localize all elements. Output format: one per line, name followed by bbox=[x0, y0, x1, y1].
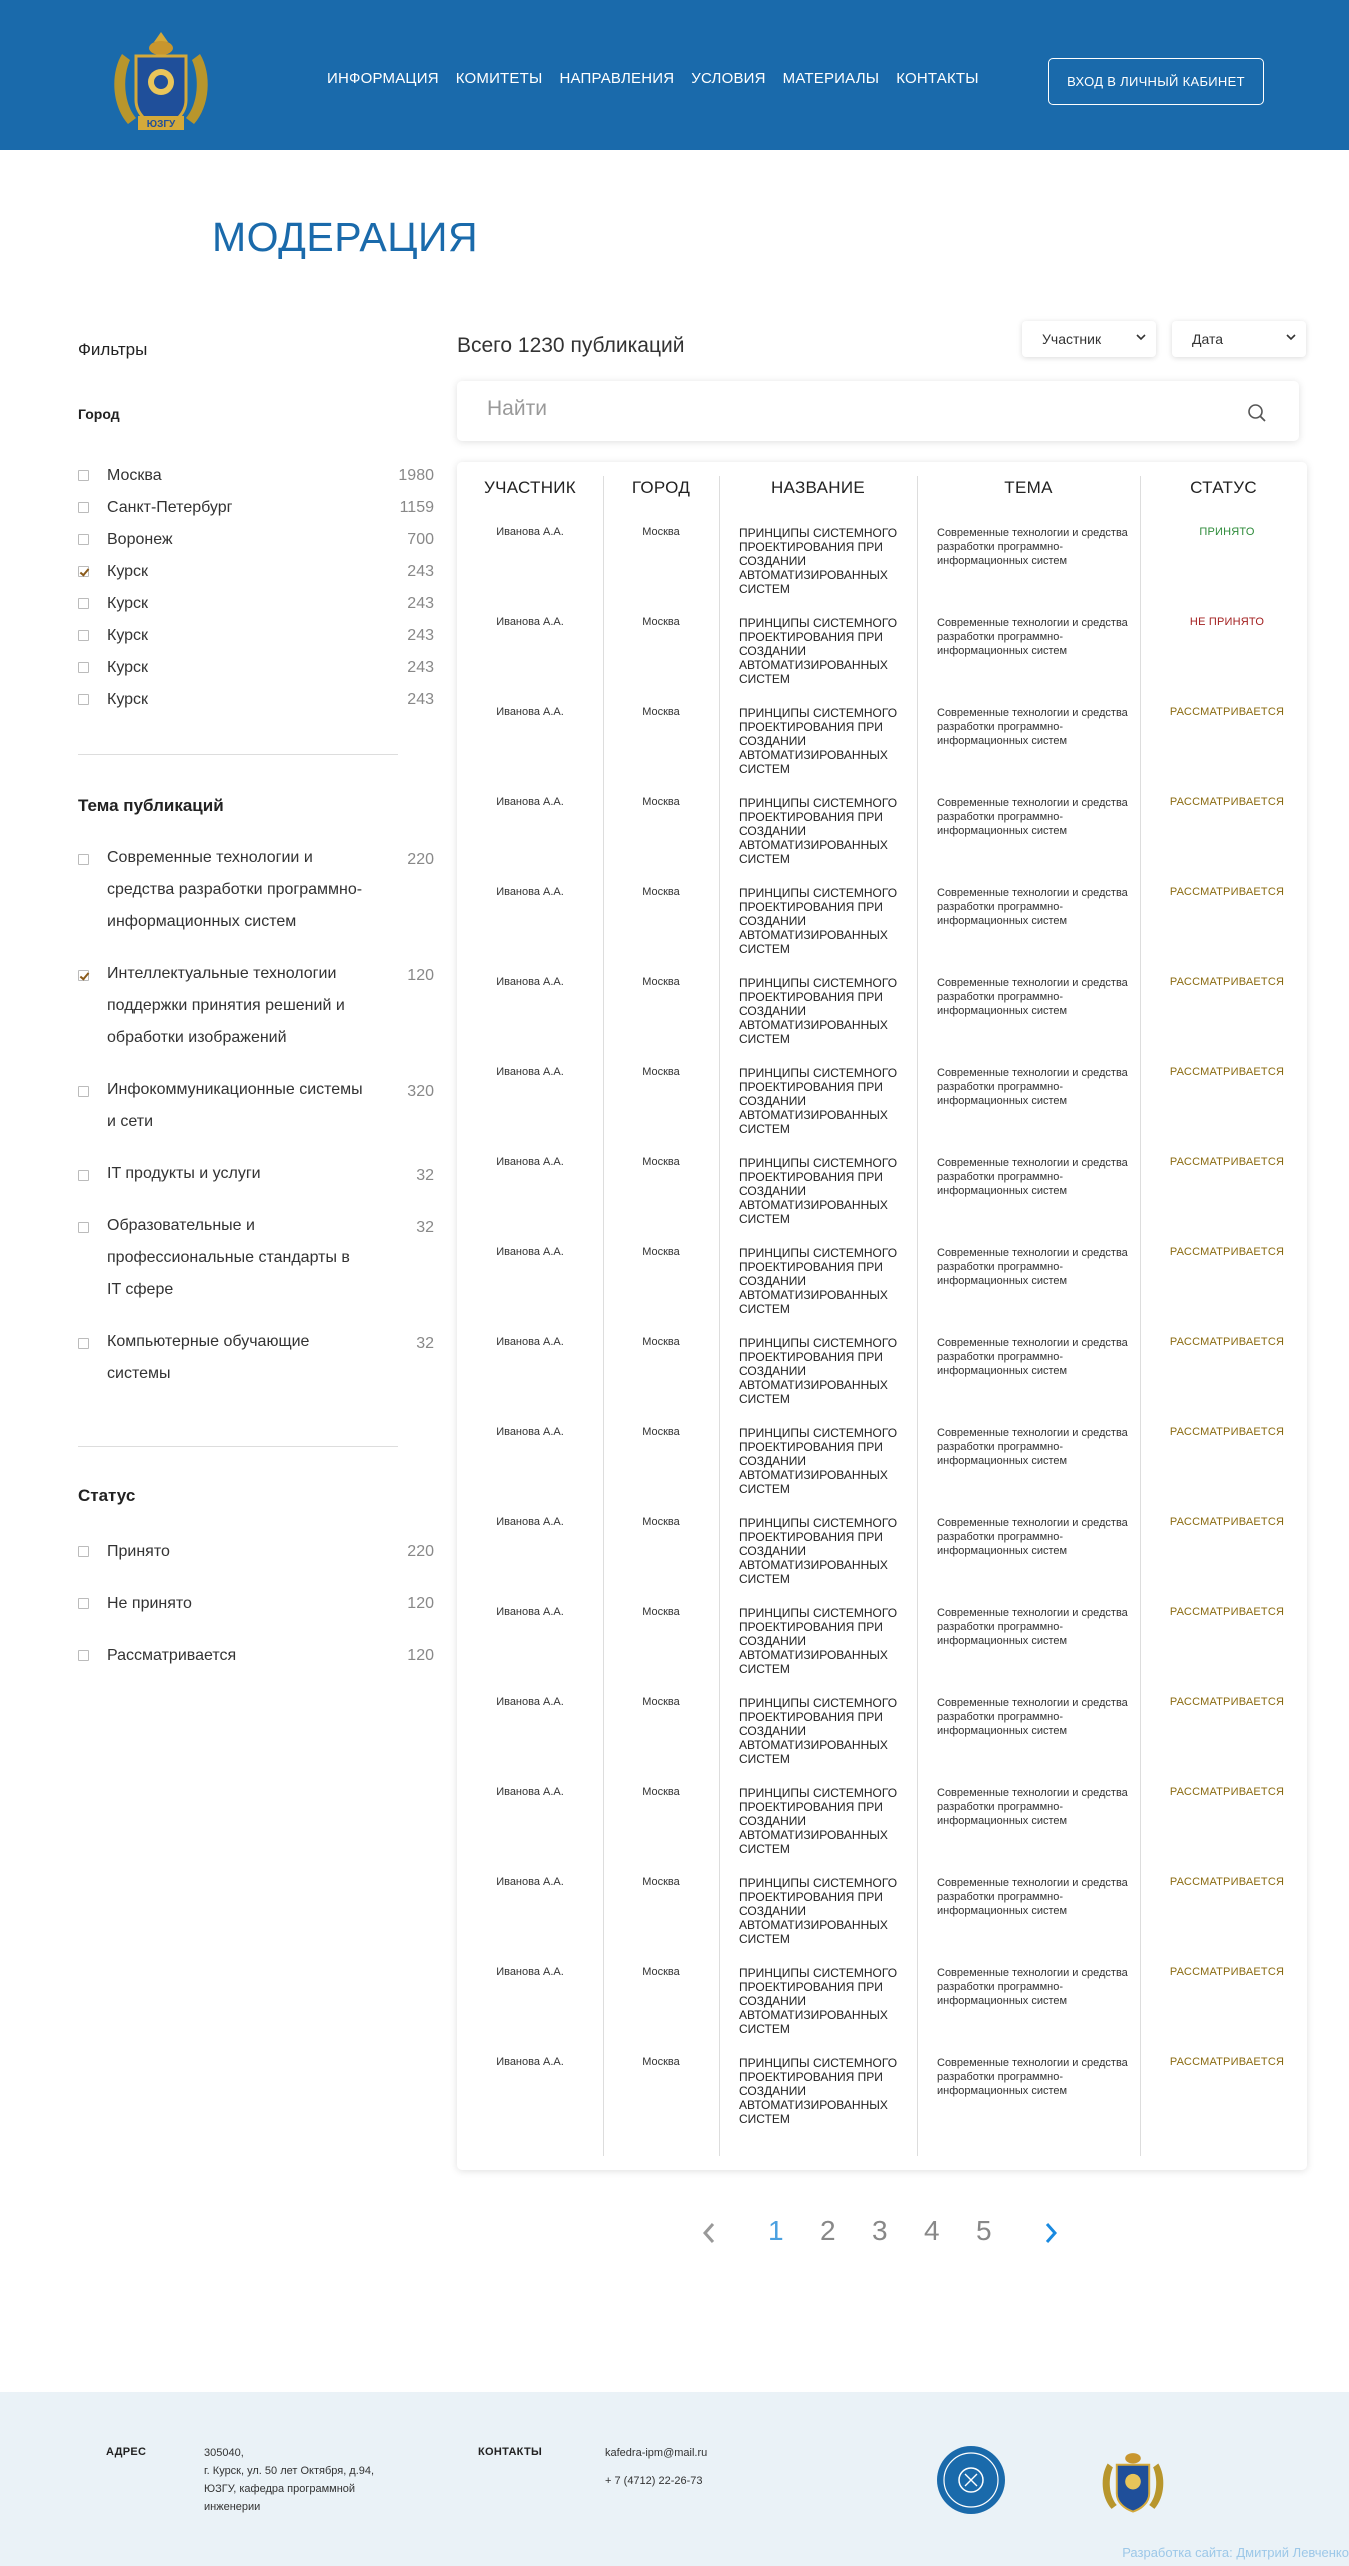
column-header-title[interactable]: НАЗВАНИЕ bbox=[770, 478, 866, 497]
cell-city: Москва bbox=[642, 2056, 680, 2068]
table-row[interactable] bbox=[457, 1322, 1307, 1412]
status-badge: РАССМАТРИВАЕТСЯ bbox=[1169, 1876, 1285, 1888]
cell-title: ПРИНЦИПЫ СИСТЕМНОГО ПРОЕКТИРОВАНИЯ ПРИ СОЗДАНИИ АВТОМАТИЗИРОВАННЫХ СИСТЕМ bbox=[739, 1786, 898, 1856]
cell-topic: Современные технологии и средства разработки программно-информационных систем bbox=[937, 1067, 1128, 1107]
cell-title: ПРИНЦИПЫ СИСТЕМНОГО ПРОЕКТИРОВАНИЯ ПРИ СОЗДАНИИ АВТОМАТИЗИРОВАННЫХ СИСТЕМ bbox=[739, 886, 898, 956]
cell-participant: Иванова А.А. bbox=[496, 796, 564, 808]
checkbox-checked[interactable] bbox=[78, 566, 89, 577]
cell-title: ПРИНЦИПЫ СИСТЕМНОГО ПРОЕКТИРОВАНИЯ ПРИ СОЗДАНИИ АВТОМАТИЗИРОВАННЫХ СИСТЕМ bbox=[739, 706, 898, 776]
cell-title: ПРИНЦИПЫ СИСТЕМНОГО ПРОЕКТИРОВАНИЯ ПРИ СОЗДАНИИ АВТОМАТИЗИРОВАННЫХ СИСТЕМ bbox=[739, 1246, 898, 1316]
checkbox[interactable] bbox=[78, 1222, 89, 1233]
site-header bbox=[0, 0, 1349, 150]
city-filter-option[interactable] bbox=[78, 594, 434, 614]
city-filter-heading: Город bbox=[78, 406, 120, 422]
table-row[interactable] bbox=[457, 692, 1307, 782]
status-badge: РАССМАТРИВАЕТСЯ bbox=[1169, 886, 1285, 898]
cell-city: Москва bbox=[642, 1426, 680, 1438]
topic-filter-option[interactable] bbox=[78, 850, 434, 938]
city-filter-option[interactable] bbox=[78, 658, 434, 678]
table-row[interactable] bbox=[457, 1952, 1307, 2042]
filter-option-count: 243 bbox=[407, 691, 434, 708]
status-badge: РАССМАТРИВАЕТСЯ bbox=[1169, 1786, 1285, 1798]
chevron-down-icon bbox=[1136, 332, 1146, 342]
cell-participant: Иванова А.А. bbox=[496, 616, 564, 628]
cell-participant: Иванова А.А. bbox=[496, 1606, 564, 1618]
filter-option-count: 120 bbox=[407, 1647, 434, 1664]
city-filter-option[interactable] bbox=[78, 626, 434, 646]
filter-option-count: 243 bbox=[407, 627, 434, 644]
status-badge: РАССМАТРИВАЕТСЯ bbox=[1169, 1066, 1285, 1078]
filter-option-count: 243 bbox=[407, 595, 434, 612]
nav-item-committees[interactable]: КОМИТЕТЫ bbox=[455, 70, 543, 87]
cell-topic: Современные технологии и средства разработки программно-информационных систем bbox=[937, 1697, 1128, 1737]
checkbox[interactable] bbox=[78, 854, 89, 865]
cell-participant: Иванова А.А. bbox=[496, 886, 564, 898]
page-2[interactable]: 2 bbox=[820, 2215, 836, 2246]
cell-city: Москва bbox=[642, 1156, 680, 1168]
site-footer bbox=[0, 2392, 1349, 2566]
cell-city: Москва bbox=[642, 526, 680, 538]
address-label: АДРЕС bbox=[106, 2446, 147, 2458]
city-filter-option[interactable] bbox=[78, 690, 434, 710]
table-row[interactable] bbox=[457, 1052, 1307, 1142]
sort-participant-value: Участник bbox=[1042, 331, 1102, 347]
status-badge: РАССМАТРИВАЕТСЯ bbox=[1169, 706, 1285, 718]
cell-title: ПРИНЦИПЫ СИСТЕМНОГО ПРОЕКТИРОВАНИЯ ПРИ СОЗДАНИИ АВТОМАТИЗИРОВАННЫХ СИСТЕМ bbox=[739, 1876, 898, 1946]
cell-participant: Иванова А.А. bbox=[496, 1696, 564, 1708]
table-row[interactable] bbox=[457, 1232, 1307, 1322]
cell-topic: Современные технологии и средства разработки программно-информационных систем bbox=[937, 1427, 1128, 1467]
column-header-city[interactable]: ГОРОД bbox=[631, 478, 691, 497]
filter-option-count: 220 bbox=[407, 851, 434, 868]
column-header-participant[interactable]: УЧАСТНИК bbox=[484, 478, 576, 497]
search-icon[interactable] bbox=[1247, 403, 1267, 423]
filter-option-label: Москва bbox=[107, 467, 162, 484]
table-row[interactable] bbox=[457, 1862, 1307, 1952]
column-header-status[interactable]: СТАТУС bbox=[1190, 478, 1257, 497]
topic-filter-heading: Тема публикаций bbox=[78, 796, 224, 815]
topic-filter-option[interactable] bbox=[78, 1334, 434, 1390]
cell-participant: Иванова А.А. bbox=[496, 976, 564, 988]
nav-item-materials[interactable]: МАТЕРИАЛЫ bbox=[782, 70, 880, 87]
cell-topic: Современные технологии и средства разработки программно-информационных систем bbox=[937, 617, 1128, 657]
status-filter-option[interactable] bbox=[78, 1542, 434, 1562]
cell-topic: Современные технологии и средства разработки программно-информационных систем bbox=[937, 1607, 1128, 1647]
cell-topic: Современные технологии и средства разработки программно-информационных систем bbox=[937, 707, 1128, 747]
cell-participant: Иванова А.А. bbox=[496, 1156, 564, 1168]
department-emblem-icon bbox=[935, 2444, 1007, 2516]
cell-city: Москва bbox=[642, 1066, 680, 1078]
checkbox[interactable] bbox=[78, 694, 89, 705]
university-crest-logo[interactable] bbox=[106, 24, 216, 138]
cell-title: ПРИНЦИПЫ СИСТЕМНОГО ПРОЕКТИРОВАНИЯ ПРИ СОЗДАНИИ АВТОМАТИЗИРОВАННЫХ СИСТЕМ bbox=[739, 1426, 898, 1496]
cell-participant: Иванова А.А. bbox=[496, 2056, 564, 2068]
cell-city: Москва bbox=[642, 796, 680, 808]
filter-option-label: Рассматривается bbox=[107, 1647, 237, 1664]
status-badge: РАССМАТРИВАЕТСЯ bbox=[1169, 2056, 1285, 2068]
table-row[interactable] bbox=[457, 962, 1307, 1052]
cell-participant: Иванова А.А. bbox=[496, 526, 564, 538]
cell-title: ПРИНЦИПЫ СИСТЕМНОГО ПРОЕКТИРОВАНИЯ ПРИ СОЗДАНИИ АВТОМАТИЗИРОВАННЫХ СИСТЕМ bbox=[739, 1336, 898, 1406]
chevron-down-icon bbox=[1286, 332, 1296, 342]
city-filter-option[interactable] bbox=[78, 466, 434, 486]
topic-filter-option[interactable] bbox=[78, 1166, 434, 1190]
main-nav bbox=[327, 70, 979, 87]
filter-option-label: Принято bbox=[107, 1543, 170, 1560]
cell-city: Москва bbox=[642, 1786, 680, 1798]
checkbox[interactable] bbox=[78, 598, 89, 609]
cell-participant: Иванова А.А. bbox=[496, 1066, 564, 1078]
cell-topic: Современные технологии и средства разработки программно-информационных систем bbox=[937, 1967, 1128, 2007]
cell-participant: Иванова А.А. bbox=[496, 1336, 564, 1348]
city-filter-option[interactable] bbox=[78, 562, 434, 582]
table-row[interactable] bbox=[457, 602, 1307, 692]
contacts-label: КОНТАКТЫ bbox=[478, 2446, 543, 2458]
page-title: МОДЕРАЦИЯ bbox=[212, 214, 479, 260]
table-row[interactable] bbox=[457, 1502, 1307, 1592]
status-badge: РАССМАТРИВАЕТСЯ bbox=[1169, 1516, 1285, 1528]
filter-option-count: 243 bbox=[407, 563, 434, 580]
address-line: инженерии bbox=[204, 2501, 261, 2513]
cell-participant: Иванова А.А. bbox=[496, 1966, 564, 1978]
table-row[interactable] bbox=[457, 782, 1307, 872]
filter-option-count: 120 bbox=[407, 1595, 434, 1612]
table-row[interactable] bbox=[457, 1142, 1307, 1232]
status-badge: РАССМАТРИВАЕТСЯ bbox=[1169, 976, 1285, 988]
cell-participant: Иванова А.А. bbox=[496, 1786, 564, 1798]
cell-title: ПРИНЦИПЫ СИСТЕМНОГО ПРОЕКТИРОВАНИЯ ПРИ СОЗДАНИИ АВТОМАТИЗИРОВАННЫХ СИСТЕМ bbox=[739, 1156, 898, 1226]
status-badge: РАССМАТРИВАЕТСЯ bbox=[1169, 1336, 1285, 1348]
topic-filter-option[interactable] bbox=[78, 966, 434, 1054]
topic-filter-option[interactable] bbox=[78, 1082, 434, 1138]
checkbox[interactable] bbox=[78, 470, 89, 481]
cell-city: Москва bbox=[642, 1876, 680, 1888]
status-filter-heading: Статус bbox=[78, 1486, 136, 1505]
cell-city: Москва bbox=[642, 1336, 680, 1348]
filter-option-count: 32 bbox=[416, 1219, 434, 1236]
status-filter-option[interactable] bbox=[78, 1594, 434, 1614]
checkbox[interactable] bbox=[78, 662, 89, 673]
column-header-topic[interactable]: ТЕМА bbox=[1004, 478, 1053, 497]
address-line: г. Курск, ул. 50 лет Октября, д.94, bbox=[204, 2465, 375, 2477]
filter-option-label: Воронеж bbox=[107, 531, 173, 548]
status-badge: РАССМАТРИВАЕТСЯ bbox=[1169, 1246, 1285, 1258]
cell-city: Москва bbox=[642, 1696, 680, 1708]
cell-title: ПРИНЦИПЫ СИСТЕМНОГО ПРОЕКТИРОВАНИЯ ПРИ СОЗДАНИИ АВТОМАТИЗИРОВАННЫХ СИСТЕМ bbox=[739, 526, 898, 596]
checkbox[interactable] bbox=[78, 1650, 89, 1661]
cell-city: Москва bbox=[642, 1246, 680, 1258]
cell-title: ПРИНЦИПЫ СИСТЕМНОГО ПРОЕКТИРОВАНИЯ ПРИ СОЗДАНИИ АВТОМАТИЗИРОВАННЫХ СИСТЕМ bbox=[739, 1516, 898, 1586]
status-filter-option[interactable] bbox=[78, 1646, 434, 1666]
table-row[interactable] bbox=[457, 1592, 1307, 1682]
chevron-left-icon[interactable] bbox=[700, 2221, 718, 2245]
search-input[interactable] bbox=[487, 397, 1207, 421]
checkbox[interactable] bbox=[78, 1338, 89, 1349]
filter-option-label: Курск bbox=[107, 627, 149, 644]
cell-city: Москва bbox=[642, 976, 680, 988]
city-filter-option[interactable] bbox=[78, 530, 434, 550]
cell-participant: Иванова А.А. bbox=[496, 1426, 564, 1438]
filter-option-label: Инфокоммуникационные системы и сети bbox=[107, 1081, 363, 1130]
contact-email[interactable]: kafedra-ipm@mail.ru bbox=[605, 2447, 708, 2459]
nav-item-directions[interactable]: НАПРАВЛЕНИЯ bbox=[559, 70, 675, 87]
filter-option-label: Курск bbox=[107, 595, 149, 612]
cell-city: Москва bbox=[642, 616, 680, 628]
filter-option-label: Курск bbox=[107, 563, 149, 580]
cell-title: ПРИНЦИПЫ СИСТЕМНОГО ПРОЕКТИРОВАНИЯ ПРИ СОЗДАНИИ АВТОМАТИЗИРОВАННЫХ СИСТЕМ bbox=[739, 976, 898, 1046]
cell-participant: Иванова А.А. bbox=[496, 1876, 564, 1888]
cell-topic: Современные технологии и средства разработки программно-информационных систем bbox=[937, 1247, 1128, 1287]
login-button[interactable]: ВХОД В ЛИЧНЫЙ КАБИНЕТ bbox=[1048, 58, 1264, 105]
cell-participant: Иванова А.А. bbox=[496, 1516, 564, 1528]
cell-title: ПРИНЦИПЫ СИСТЕМНОГО ПРОЕКТИРОВАНИЯ ПРИ СОЗДАНИИ АВТОМАТИЗИРОВАННЫХ СИСТЕМ bbox=[739, 1066, 898, 1136]
cell-topic: Современные технологии и средства разработки программно-информационных систем bbox=[937, 1337, 1128, 1377]
cell-city: Москва bbox=[642, 1606, 680, 1618]
filter-option-label: Не принято bbox=[107, 1595, 192, 1612]
filter-option-label: Курск bbox=[107, 659, 149, 676]
nav-item-contacts[interactable]: КОНТАКТЫ bbox=[896, 70, 979, 87]
filter-option-label: Компьютерные обучающие системы bbox=[107, 1333, 310, 1382]
filter-option-count: 32 bbox=[416, 1335, 434, 1352]
cell-city: Москва bbox=[642, 706, 680, 718]
status-badge: РАССМАТРИВАЕТСЯ bbox=[1169, 1966, 1285, 1978]
address-text bbox=[204, 2444, 404, 2516]
page-3[interactable]: 3 bbox=[872, 2215, 888, 2246]
page-1[interactable]: 1 bbox=[768, 2215, 784, 2246]
cell-title: ПРИНЦИПЫ СИСТЕМНОГО ПРОЕКТИРОВАНИЯ ПРИ СОЗДАНИИ АВТОМАТИЗИРОВАННЫХ СИСТЕМ bbox=[739, 1696, 898, 1766]
status-badge: НЕ ПРИНЯТО bbox=[1189, 616, 1265, 628]
checkbox[interactable] bbox=[78, 1170, 89, 1181]
cell-topic: Современные технологии и средства разработки программно-информационных систем bbox=[937, 1787, 1128, 1827]
filter-option-label: Интеллектуальные технологии поддержки принятия решений и обработки изображений bbox=[107, 965, 345, 1046]
divider bbox=[78, 1446, 398, 1447]
table-row[interactable] bbox=[457, 872, 1307, 962]
checkbox[interactable] bbox=[78, 1546, 89, 1557]
status-badge: РАССМАТРИВАЕТСЯ bbox=[1169, 1156, 1285, 1168]
filter-option-count: 220 bbox=[407, 1543, 434, 1560]
checkbox-checked[interactable] bbox=[78, 970, 89, 981]
status-badge: ПРИНЯТО bbox=[1199, 526, 1255, 538]
cell-title: ПРИНЦИПЫ СИСТЕМНОГО ПРОЕКТИРОВАНИЯ ПРИ СОЗДАНИИ АВТОМАТИЗИРОВАННЫХ СИСТЕМ bbox=[739, 1966, 898, 2036]
developer-credit[interactable]: Разработка сайта: Дмитрий Левченко bbox=[1122, 2545, 1349, 2560]
cell-topic: Современные технологии и средства разработки программно-информационных систем bbox=[937, 1517, 1128, 1557]
cell-city: Москва bbox=[642, 1966, 680, 1978]
page-4[interactable]: 4 bbox=[924, 2215, 940, 2246]
chevron-right-icon[interactable] bbox=[1042, 2221, 1060, 2245]
publications-total: Всего 1230 публикаций bbox=[457, 334, 685, 357]
checkbox[interactable] bbox=[78, 502, 89, 513]
nav-item-info[interactable]: ИНФОРМАЦИЯ bbox=[327, 70, 439, 87]
table-row[interactable] bbox=[457, 1772, 1307, 1862]
filter-option-label: Образовательные и профессиональные стандарты в IT сфере bbox=[107, 1217, 350, 1298]
table-row[interactable] bbox=[457, 512, 1307, 602]
cell-title: ПРИНЦИПЫ СИСТЕМНОГО ПРОЕКТИРОВАНИЯ ПРИ СОЗДАНИИ АВТОМАТИЗИРОВАННЫХ СИСТЕМ bbox=[739, 796, 898, 866]
address-line: ЮЗГУ, кафедра программной bbox=[204, 2483, 356, 2495]
filter-option-label: IT продукты и услуги bbox=[107, 1165, 261, 1182]
cell-participant: Иванова А.А. bbox=[496, 706, 564, 718]
cell-topic: Современные технологии и средства разработки программно-информационных систем bbox=[937, 887, 1128, 927]
page-5[interactable]: 5 bbox=[976, 2215, 992, 2246]
cell-title: ПРИНЦИПЫ СИСТЕМНОГО ПРОЕКТИРОВАНИЯ ПРИ СОЗДАНИИ АВТОМАТИЗИРОВАННЫХ СИСТЕМ bbox=[739, 616, 898, 686]
search-bar bbox=[457, 381, 1299, 441]
status-badge: РАССМАТРИВАЕТСЯ bbox=[1169, 1696, 1285, 1708]
filter-option-count: 32 bbox=[416, 1167, 434, 1184]
nav-item-conditions[interactable]: УСЛОВИЯ bbox=[691, 70, 766, 87]
cell-participant: Иванова А.А. bbox=[496, 1246, 564, 1258]
checkbox[interactable] bbox=[78, 1598, 89, 1609]
filter-option-count: 1159 bbox=[399, 499, 434, 516]
cell-title: ПРИНЦИПЫ СИСТЕМНОГО ПРОЕКТИРОВАНИЯ ПРИ СОЗДАНИИ АВТОМАТИЗИРОВАННЫХ СИСТЕМ bbox=[739, 2056, 898, 2126]
filters-heading: Фильтры bbox=[78, 340, 148, 359]
filter-option-count: 120 bbox=[407, 967, 434, 984]
status-badge: РАССМАТРИВАЕТСЯ bbox=[1169, 1606, 1285, 1618]
cell-topic: Современные технологии и средства разработки программно-информационных систем bbox=[937, 1877, 1128, 1917]
filter-option-label: Современные технологии и средства разработки программно-информационных систем bbox=[107, 849, 363, 930]
sort-date-value: Дата bbox=[1192, 331, 1224, 347]
topic-filter-option[interactable] bbox=[78, 1218, 434, 1306]
filter-option-count: 700 bbox=[407, 531, 434, 548]
filters-panel bbox=[78, 340, 438, 1664]
cell-city: Москва bbox=[642, 1516, 680, 1528]
checkbox[interactable] bbox=[78, 1086, 89, 1097]
cell-city: Москва bbox=[642, 886, 680, 898]
cell-topic: Современные технологии и средства разработки программно-информационных систем bbox=[937, 527, 1128, 567]
checkbox[interactable] bbox=[78, 534, 89, 545]
status-badge: РАССМАТРИВАЕТСЯ bbox=[1169, 1426, 1285, 1438]
table-row[interactable] bbox=[457, 1682, 1307, 1772]
sort-participant-select[interactable] bbox=[1022, 321, 1156, 357]
cell-topic: Современные технологии и средства разработки программно-информационных систем bbox=[937, 2057, 1128, 2097]
address-line: 305040, bbox=[204, 2447, 244, 2459]
cell-topic: Современные технологии и средства разработки программно-информационных систем bbox=[937, 1157, 1128, 1197]
cell-topic: Современные технологии и средства разработки программно-информационных систем bbox=[937, 977, 1128, 1017]
sort-date-select[interactable] bbox=[1172, 321, 1306, 357]
filter-option-count: 1980 bbox=[398, 467, 434, 484]
divider bbox=[78, 754, 398, 755]
cell-topic: Современные технологии и средства разработки программно-информационных систем bbox=[937, 797, 1128, 837]
cell-title: ПРИНЦИПЫ СИСТЕМНОГО ПРОЕКТИРОВАНИЯ ПРИ СОЗДАНИИ АВТОМАТИЗИРОВАННЫХ СИСТЕМ bbox=[739, 1606, 898, 1676]
city-filter-option[interactable] bbox=[78, 498, 434, 518]
status-badge: РАССМАТРИВАЕТСЯ bbox=[1169, 796, 1285, 808]
filter-option-label: Курск bbox=[107, 691, 149, 708]
svg-text:ЮЗГУ: ЮЗГУ bbox=[146, 119, 176, 130]
university-crest-icon bbox=[1096, 2444, 1170, 2518]
checkbox[interactable] bbox=[78, 630, 89, 641]
table-row[interactable] bbox=[457, 2042, 1307, 2132]
publications-table bbox=[457, 462, 1307, 2170]
contact-phone[interactable]: + 7 (4712) 22-26-73 bbox=[605, 2475, 703, 2487]
filter-option-count: 243 bbox=[407, 659, 434, 676]
table-row[interactable] bbox=[457, 1412, 1307, 1502]
filter-option-count: 320 bbox=[407, 1083, 434, 1100]
filter-option-label: Санкт-Петербург bbox=[107, 499, 233, 516]
